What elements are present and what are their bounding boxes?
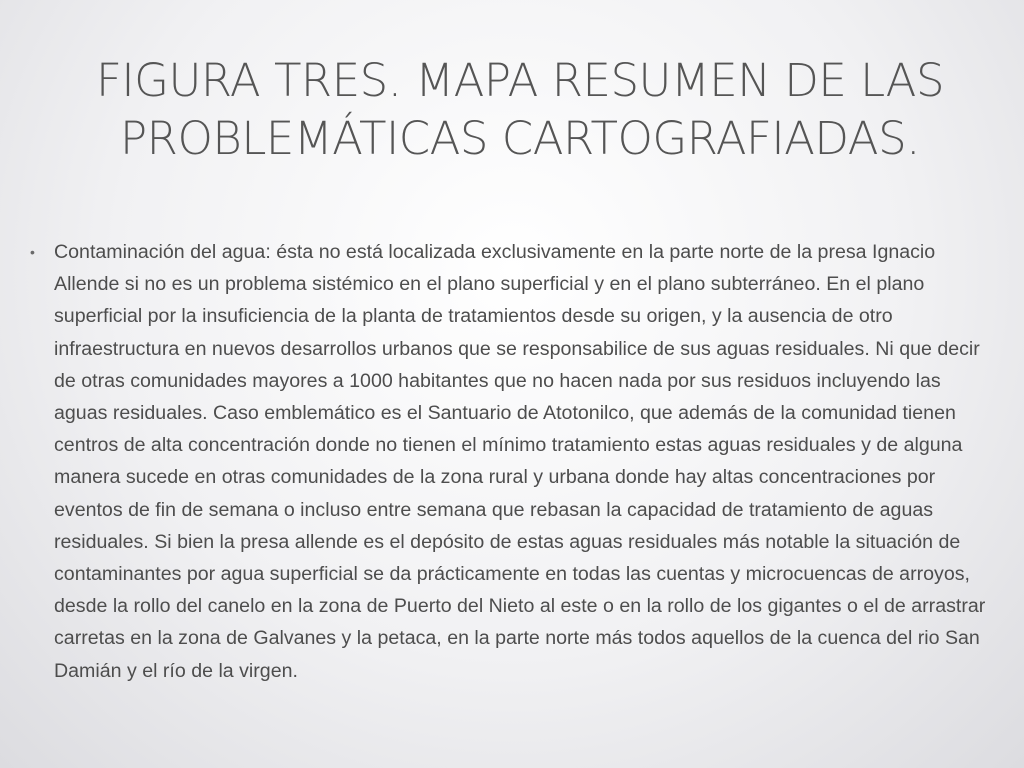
bullet-text: Contaminación del agua: ésta no está localizada exclusivamente en la parte norte de la presa Ignacio Allende si no es un problema sistémico en el plano superficial y en el plano subterráneo. En el plano superficial por la insuficiencia de la planta de tratamientos desde su origen, y la ausencia de otro infraestructura en nuevos desarrollos urbanos que se responsabilice de sus aguas residuales. Ni que decir de otras comunidades mayores a 1000 habitantes que no hacen nada por sus residuos incluyendo las aguas residuales. Caso emblemático es el Santuario de Atotonilco, que además de la comunidad tienen centros de alta concentración donde no tienen el mínimo tratamiento estas aguas residuales y de alguna manera sucede en otras comunidades de la zona rural y urbana donde hay altas concentraciones por eventos de fin de semana o incluso entre semana que rebasan la capacidad de tratamiento de aguas residuales. Si bien la presa allende es el depósito de estas aguas residuales más notable la situación de contaminantes por agua superficial se da prácticamente en todas las cuentas y microcuencas de arroyos, desde la rollo del canelo en la zona de Puerto del Nieto al este o en la rollo de los gigantes o el de arrastrar carretas en la zona de Galvanes y la petaca, en la parte norte más todos aquellos de la cuenca del rio San Damián y el río de la virgen. xyxy=(54,241,986,682)
bullet-item xyxy=(30,236,995,687)
slide-title xyxy=(40,52,1000,168)
slide-title-line-2: PROBLEMÁTICAS CARTOGRAFIADAS. xyxy=(120,112,920,165)
bullet-marker: • xyxy=(30,244,35,260)
slide-title-line-1: FIGURA TRES. MAPA RESUMEN DE LAS xyxy=(95,54,945,107)
bullet-list xyxy=(30,236,995,687)
